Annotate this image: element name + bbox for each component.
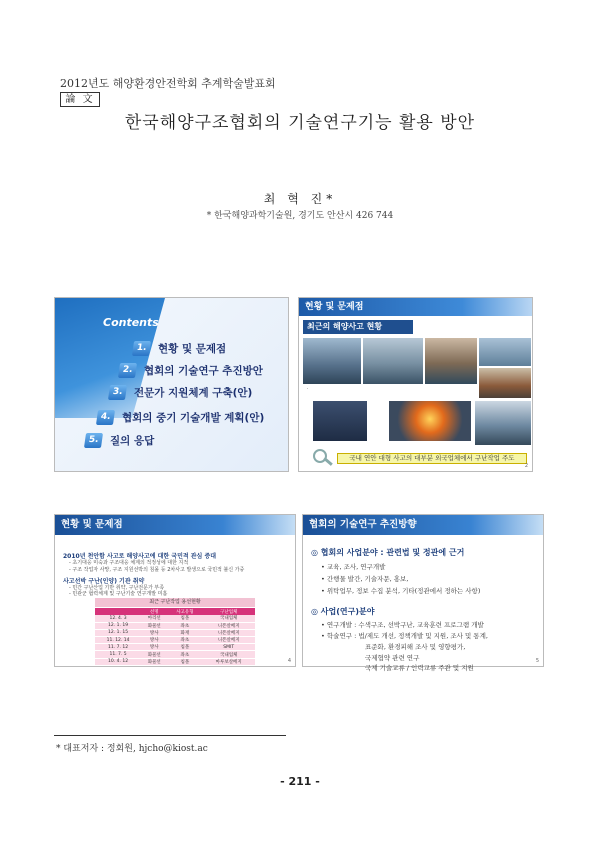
paper-title: 한국해양구조협회의 기술연구기능 활용 방안 (124, 113, 476, 133)
table-row (95, 644, 255, 651)
slide-direction (302, 514, 544, 672)
contents-item (109, 384, 252, 400)
table-row (95, 622, 255, 629)
table-cell: 니폰살베지 (202, 637, 255, 644)
table-header-cell (95, 608, 141, 615)
section-heading-text: 협회의 사업분야 : 관련법 및 정관에 근거 (320, 548, 465, 557)
section-item: • 교육, 조사, 연구개발 (321, 563, 386, 571)
table-cell: 침몰 (167, 658, 202, 665)
table-cell: 12. 1. 19 (95, 622, 141, 629)
table-body (95, 615, 255, 665)
contents-item (119, 362, 263, 378)
table-cell: 국내업체 (202, 615, 255, 622)
contents-item-label: 질의 응답 (110, 434, 155, 447)
slide-page-number: 5 (535, 658, 539, 664)
table-cell: 11. 7. 12 (95, 644, 141, 651)
footnote: * 대표저자 : 정회원, hjcho@kiost.ac (56, 744, 208, 754)
section-item: • 연구개발 : 수색구조, 선박구난, 교육훈련 프로그램 개발 (321, 621, 484, 629)
table-cell: 마루보살베지 (202, 658, 255, 665)
bullet-sub: - 초기대응 미숙과 구조대응 체계의 적정성에 대한 지적 (69, 560, 189, 566)
photo-caption: · (307, 387, 309, 392)
slide-page-number: 4 (287, 658, 291, 664)
ship-photo (479, 368, 531, 398)
ship-photo (475, 401, 531, 445)
slide-subheading: 최근의 해양사고 현황 (303, 320, 413, 334)
contents-item-number: 5. (84, 433, 103, 448)
ship-photo (425, 338, 477, 384)
contents-item-label: 전문가 지원체계 구축(안) (134, 386, 253, 399)
slide-accident-status (298, 297, 533, 472)
contents-item-number: 4. (96, 410, 115, 425)
table-cell: 화물선 (141, 622, 167, 629)
section-item: 국제협약 관련 연구 (365, 654, 420, 662)
contents-heading: Contents (103, 316, 159, 329)
table-cell: 화재 (167, 629, 202, 636)
section-item: • 위탁업무, 정보 수집 분석, 기타(정관에서 정하는 사항) (321, 587, 481, 595)
slide-contents (54, 297, 289, 472)
table-cell: 방사 (141, 644, 167, 651)
slide-heading: 현황 및 문제점 (299, 298, 532, 316)
bullet-main: 2010년 천안함 사고로 해양사고에 대한 국민적 관심 증대 (63, 553, 217, 560)
table-cell: 11. 12. 14 (95, 637, 141, 644)
footnote-rule (54, 735, 286, 736)
table-row (95, 651, 255, 658)
table-cell: 11. 7. 5 (95, 651, 141, 658)
table-row (95, 615, 255, 622)
photo-spacer (303, 388, 423, 394)
affiliation: * 한국해양과학기술원, 경기도 안산시 426 744 (206, 211, 394, 221)
section-item: 표준화, 환경피해 조사 및 영향평가, (365, 643, 466, 651)
table-header-cell: 선명 (141, 608, 167, 615)
section-heading: ◎ 협회의 사업분야 : 관련법 및 정관에 근거 (311, 548, 465, 557)
section-heading-text: 사업(연구)분야 (320, 607, 375, 616)
section-item: • 학술연구 : 법/제도 개선, 정책개발 및 지원, 조사 및 통계, (321, 632, 488, 640)
bullet-sub: - 구조 작업자 사망, 구조 지원선박의 침몰 등 2차사고 발생으로 국민적 불신 가중 (69, 567, 245, 573)
table-header-cell: 사고유형 (167, 608, 202, 615)
table-cell: 니폰살베지 (202, 622, 255, 629)
slide-heading: 현황 및 문제점 (55, 515, 295, 535)
table-cell: 니폰살베지 (202, 629, 255, 636)
contents-item (133, 340, 226, 356)
table-row (95, 637, 255, 644)
table-cell: 방사 (141, 637, 167, 644)
explosion-photo (389, 401, 471, 441)
salvage-table (95, 608, 255, 666)
table-cell: 12. 1. 15 (95, 629, 141, 636)
table-row (95, 658, 255, 665)
table-cell: 침몰 (167, 615, 202, 622)
contents-item (97, 409, 264, 425)
table-cell: 화물선 (141, 658, 167, 665)
conference-name: 2012년도 해양환경안전학회 추계학술발표회 (60, 77, 276, 90)
table-cell: 좌초 (167, 651, 202, 658)
table-header-cell: 구난업체 (202, 608, 255, 615)
page-number: - 211 - (280, 775, 320, 788)
contents-item-label: 협회의 기술연구 추진방안 (144, 364, 263, 377)
contents-item-label: 현황 및 문제점 (158, 342, 227, 355)
section-heading: ◎ 사업(연구)분야 (311, 607, 375, 616)
news-photo (313, 401, 367, 441)
slide-heading: 협회의 기술연구 추진방향 (303, 515, 543, 535)
table-cell: 화물선 (141, 651, 167, 658)
contents-item-number: 1. (132, 341, 151, 356)
ship-photo (479, 338, 531, 366)
table-row (95, 629, 255, 636)
table-cell: SMIT (202, 644, 255, 651)
table-cell: 10. 4. 12 (95, 658, 141, 665)
table-cell: 방사 (141, 629, 167, 636)
contents-item-number: 2. (118, 363, 137, 378)
table-cell: 국내업체 (202, 651, 255, 658)
table-cell: 좌초 (167, 637, 202, 644)
section-item: • 간행물 발간, 기술자문, 홍보, (321, 575, 409, 583)
slide-status-table (54, 514, 296, 667)
ship-photo (303, 338, 361, 384)
author: 최 혁 진* (263, 192, 337, 206)
contents-item (85, 432, 154, 448)
magnifier-handle (323, 457, 333, 466)
table-cell: 침몰 (167, 644, 202, 651)
contents-item-label: 협회의 중기 기술개발 계획(안) (122, 411, 265, 424)
table-cell: 12. 4. 3 (95, 615, 141, 622)
bullet-sub: - 민간 구난산업 기반 취약, 구난전문가 부족 (69, 585, 165, 591)
ship-photo (363, 338, 423, 384)
section-item: 국제 기술교류 / 인력교류 주관 및 지원 (365, 664, 474, 672)
table-header-row (95, 608, 255, 615)
contents-item-number: 3. (108, 385, 127, 400)
table-title: 최근 구난작업 용선현황 (95, 598, 255, 607)
paper-type-tag: 論 文 (60, 92, 100, 107)
slide-page-number: 2 (524, 463, 528, 469)
slide-banner: 국내 연안 대형 사고의 대부분 외국업체에서 구난작업 주도 (337, 453, 527, 464)
table-cell: 좌초 (167, 622, 202, 629)
table-cell: 마리선 (141, 615, 167, 622)
bullet-main: 사고선박 구난(인양) 기관 취약 (63, 578, 145, 585)
bullet-sub: - 민관군 협력체계 및 구난기술 연구개발 미흡 (69, 591, 168, 597)
